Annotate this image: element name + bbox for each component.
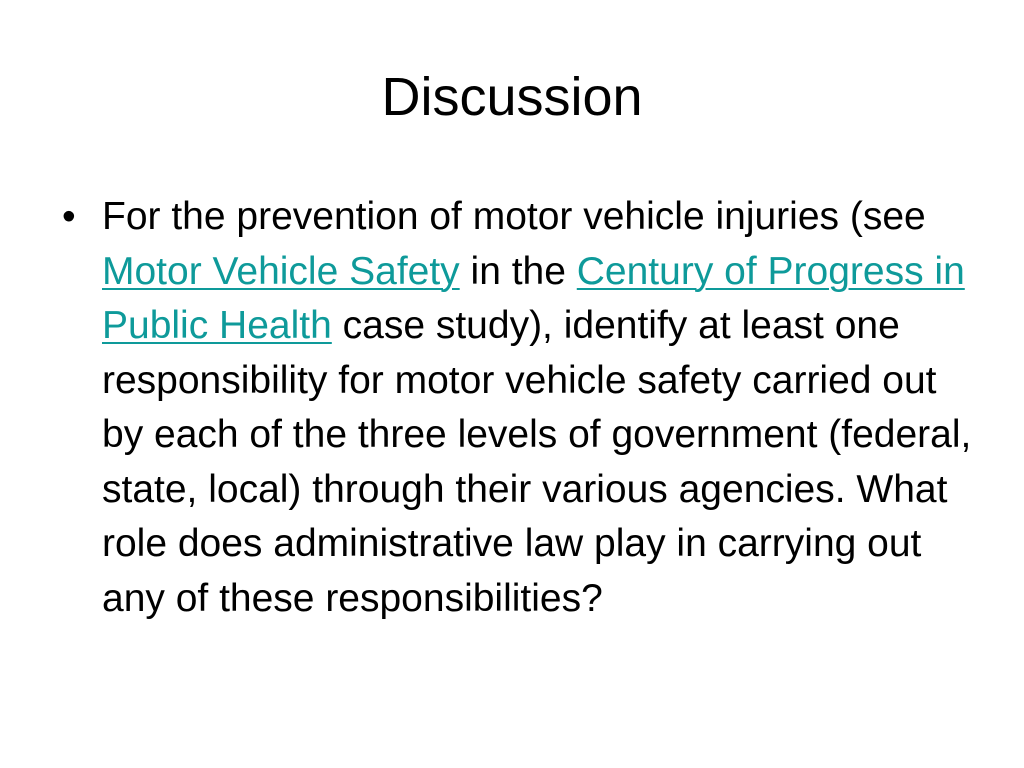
motor-vehicle-safety-link[interactable]: Motor Vehicle Safety [102,249,460,293]
bullet-icon: • [62,195,76,238]
list-item [62,190,982,626]
bullet-text [102,195,971,620]
bullet-list [62,190,982,626]
text-before-link: For the prevention of motor vehicle injuries (see [102,195,926,238]
century-of-progress-link[interactable]: Century of Progress in Public Health [102,249,965,347]
text-between-links: in the [459,249,577,293]
slide-title: Discussion [381,67,643,127]
text-after-link: case study), identify at least one responsibility for motor vehicle safety carried out by each of the three levels of government (federal, state, local) through their various agencies. What role does administrative law play in carrying out any of these responsibilities? [102,304,972,620]
